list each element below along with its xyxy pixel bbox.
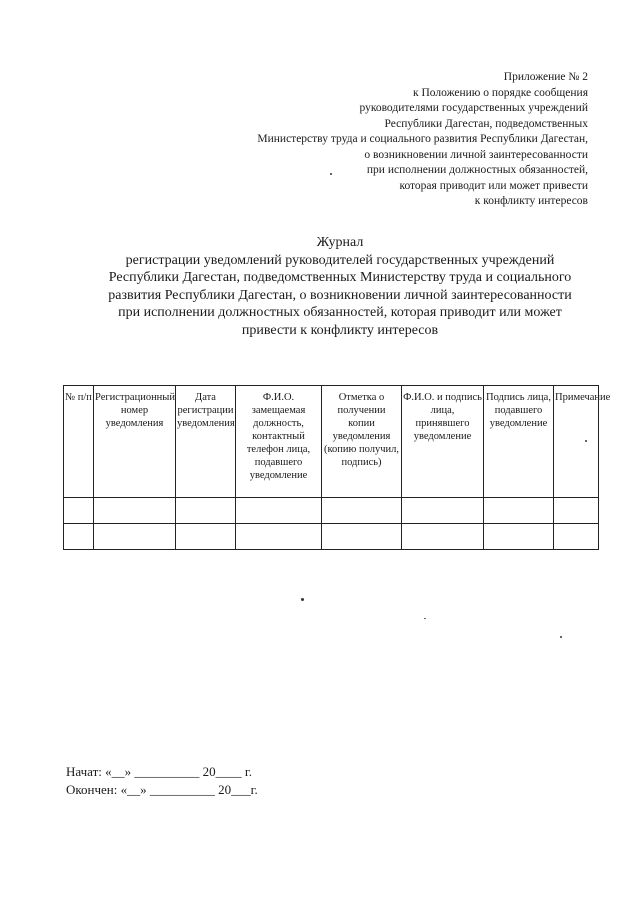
scan-speck	[330, 173, 332, 175]
journal-title-block	[70, 234, 610, 339]
journal-title-line: регистрации уведомлений руководителей государственных учреждений	[125, 252, 555, 268]
column-header-submitter-signature: Подпись лица, подавшего уведомление	[484, 386, 554, 498]
scan-speck	[560, 636, 562, 638]
table-cell[interactable]	[484, 498, 554, 524]
journal-title-line: развития Республики Дагестан, о возникновении личной заинтересованности	[108, 287, 572, 303]
journal-title-line: привести к конфликту интересов	[241, 322, 439, 338]
finished-date-line: Окончен: «__» __________ 20___г.	[66, 782, 258, 797]
table-cell[interactable]	[94, 524, 176, 550]
appendix-line: о возникновении личной заинтересованности	[364, 148, 588, 161]
started-date-line: Начат: «__» __________ 20____ г.	[66, 764, 253, 779]
table-cell[interactable]	[94, 498, 176, 524]
appendix-line: руководителями государственных учреждений	[359, 102, 588, 114]
table-header-row	[64, 386, 599, 498]
appendix-line: Республики Дагестан, подведомственных	[384, 117, 588, 130]
appendix-line: которая приводит или может привести	[399, 179, 588, 192]
table-cell[interactable]	[236, 524, 322, 550]
table-cell[interactable]	[402, 498, 484, 524]
journal-heading: Журнал	[316, 235, 364, 250]
appendix-line: к конфликту интересов	[474, 195, 588, 207]
table-cell[interactable]	[64, 498, 94, 524]
journal-title-line: Республики Дагестан, подведомственных Министерству труда и социального	[108, 270, 572, 285]
table-cell[interactable]	[64, 524, 94, 550]
column-header-note: Примечание	[554, 386, 599, 498]
column-header-submitter: Ф.И.О. замещаемая должность, контактный телефон лица, подавшего уведомление	[236, 386, 322, 498]
journal-dates	[66, 763, 258, 799]
journal-table	[63, 385, 611, 550]
column-header-receiver: Ф.И.О. и подпись лица, принявшего уведомление	[402, 386, 484, 498]
appendix-line: Министерству труда и социального развития Республики Дагестан,	[257, 133, 588, 145]
scan-speck	[585, 440, 587, 442]
scan-speck	[301, 598, 304, 601]
column-header-number: № п/п	[64, 386, 94, 498]
column-header-copy-receipt: Отметка о получении копии уведомления (копию получил, подпись)	[322, 386, 402, 498]
table-cell[interactable]	[554, 498, 599, 524]
appendix-line: при исполнении должностных обязанностей,	[366, 164, 588, 176]
appendix-line: Приложение № 2	[503, 71, 588, 83]
journal-title-line: при исполнении должностных обязанностей, которая приводит или может	[118, 305, 562, 320]
table-cell[interactable]	[176, 524, 236, 550]
table-cell[interactable]	[402, 524, 484, 550]
table-cell[interactable]	[176, 498, 236, 524]
column-header-reg-number: Регистрационный номер уведомления	[94, 386, 176, 498]
table-cell[interactable]	[554, 524, 599, 550]
appendix-line: к Положению о порядке сообщения	[413, 86, 588, 99]
column-header-reg-date: Дата регистрации уведомления	[176, 386, 236, 498]
scan-speck	[424, 618, 426, 619]
table-cell[interactable]	[322, 498, 402, 524]
table-cell[interactable]	[484, 524, 554, 550]
table-row	[64, 524, 599, 550]
table-cell[interactable]	[236, 498, 322, 524]
appendix-note	[168, 70, 588, 210]
table-row	[64, 498, 599, 524]
table-cell[interactable]	[322, 524, 402, 550]
